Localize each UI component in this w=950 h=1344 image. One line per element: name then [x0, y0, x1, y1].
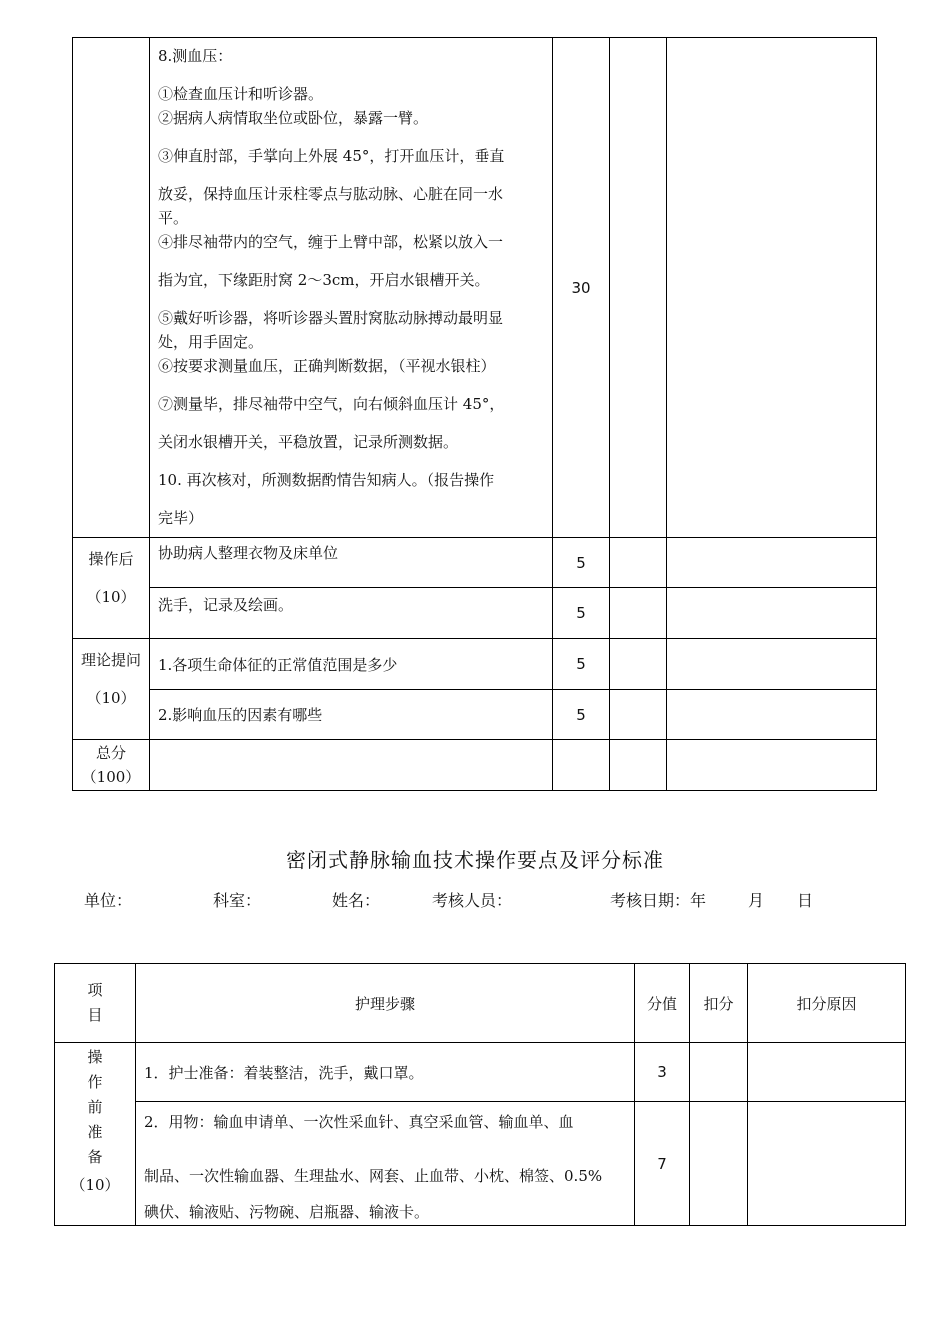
step-line: 完毕）	[158, 509, 204, 527]
score-cell: 5	[553, 538, 610, 588]
deduct-cell	[610, 538, 667, 588]
score-cell: 5	[553, 690, 610, 740]
step-line: ⑦测量毕，排尽袖带中空气，向右倾斜血压计 45°，	[158, 395, 505, 413]
table-row	[55, 1043, 906, 1102]
page-title: 密闭式静脉输血技术操作要点及评分标准	[286, 848, 664, 872]
reason-cell	[667, 740, 877, 791]
scoring-table-continued	[72, 37, 877, 791]
step-line: 关闭水银槽开关，平稳放置，记录所测数据。	[158, 433, 459, 451]
header-info-row	[0, 888, 950, 914]
category-points: （10）	[70, 1176, 120, 1194]
header-item-line: 目	[87, 1006, 103, 1024]
table-row	[73, 639, 877, 690]
dept-label: 科室：	[213, 891, 262, 910]
total-label: 总分	[95, 744, 126, 762]
step-line: 2．用物：输血申请单、一次性采血针、真空采血管、输血单、血	[144, 1113, 574, 1131]
examiner-label: 考核人员：	[432, 891, 513, 910]
score-cell: 3	[635, 1043, 690, 1102]
month-label: 月	[748, 891, 765, 910]
category-label: 理论提问	[80, 651, 141, 669]
header-item	[55, 964, 136, 1043]
unit-label: 单位：	[84, 891, 133, 910]
reason-cell	[748, 1102, 906, 1226]
deduct-cell	[690, 1043, 748, 1102]
table-row	[73, 740, 877, 791]
reason-cell	[667, 38, 877, 538]
table-row	[73, 38, 877, 538]
reason-cell	[748, 1043, 906, 1102]
table-row	[73, 690, 877, 740]
step-line: ①检查血压计和听诊器。	[158, 85, 324, 103]
step-line: 8.测血压：	[158, 47, 233, 65]
category-char: 前	[87, 1098, 103, 1116]
step-text: 协助病人整理衣物及床单位	[150, 538, 553, 588]
reason-cell	[667, 690, 877, 740]
step-line: ③伸直肘部，手掌向上外展 45°，打开血压计，垂直	[158, 147, 505, 165]
score-cell: 30	[553, 38, 610, 538]
deduct-cell	[610, 639, 667, 690]
step-text: 洗手，记录及绘画。	[150, 588, 553, 639]
deduct-cell	[610, 38, 667, 538]
reason-cell	[667, 639, 877, 690]
category-points: （10）	[86, 588, 136, 606]
step-line: ②据病人病情取坐位或卧位，暴露一臂。	[158, 109, 429, 127]
category-label: 操作后	[88, 550, 134, 568]
total-category-cell	[73, 740, 150, 791]
step-line: 平。	[158, 209, 189, 227]
name-label: 姓名：	[332, 891, 381, 910]
deduct-cell	[610, 588, 667, 639]
deduct-cell	[690, 1102, 748, 1226]
after-category-cell	[73, 538, 150, 639]
step-line: 指为宜，下缘距肘窝 2～3cm，开启水银槽开关。	[158, 271, 490, 289]
header-deduct: 扣分	[690, 964, 748, 1043]
header-item-line: 项	[87, 981, 103, 999]
transfusion-scoring-table	[54, 963, 906, 1226]
table-row	[73, 588, 877, 639]
step-line: 碘伏、输液贴、污物碗、启瓶器、输液卡。	[144, 1203, 430, 1221]
category-char: 备	[87, 1148, 103, 1166]
step-line: ⑤戴好听诊器，将听诊器头置肘窝肱动脉搏动最明显	[158, 309, 504, 327]
score-cell: 5	[553, 639, 610, 690]
step-text: 1.各项生命体征的正常值范围是多少	[150, 639, 553, 690]
deduct-cell	[610, 690, 667, 740]
prep-category-cell	[55, 1043, 136, 1226]
deduct-cell	[610, 740, 667, 791]
step-line: ④排尽袖带内的空气，缠于上臂中部，松紧以放入一	[158, 233, 504, 251]
category-cell	[73, 38, 150, 538]
reason-cell	[667, 588, 877, 639]
total-points: （100）	[81, 768, 141, 786]
step-line: ⑥按要求测量血压，正确判断数据，（平视水银柱）	[158, 357, 496, 375]
header-score: 分值	[635, 964, 690, 1043]
category-points: （10）	[86, 689, 136, 707]
bp-steps-cell	[150, 38, 553, 538]
step-line: 制品、一次性输血器、生理盐水、网套、止血带、小枕、棉签、0.5%	[144, 1167, 603, 1185]
score-cell	[553, 740, 610, 791]
header-steps: 护理步骤	[136, 964, 635, 1043]
reason-cell	[667, 538, 877, 588]
step-text: 1．护士准备：着装整洁，洗手，戴口罩。	[136, 1043, 635, 1102]
score-cell: 5	[553, 588, 610, 639]
header-reason: 扣分原因	[748, 964, 906, 1043]
score-cell: 7	[635, 1102, 690, 1226]
step-text-multiline	[136, 1102, 635, 1226]
category-char: 准	[87, 1123, 103, 1141]
step-text	[150, 740, 553, 791]
category-char: 作	[87, 1073, 103, 1091]
step-text: 2.影响血压的因素有哪些	[150, 690, 553, 740]
table-row	[55, 1102, 906, 1226]
table-row	[73, 538, 877, 588]
step-line: 放妥，保持血压计汞柱零点与肱动脉、心脏在同一水	[158, 185, 504, 203]
day-label: 日	[797, 891, 814, 910]
table-header-row	[55, 964, 906, 1043]
step-line: 10. 再次核对，所测数据酌情告知病人。（报告操作	[158, 471, 495, 489]
category-char: 操	[87, 1048, 103, 1066]
theory-category-cell	[73, 639, 150, 740]
date-label: 考核日期：年	[610, 891, 707, 910]
step-line: 处，用手固定。	[158, 333, 264, 351]
